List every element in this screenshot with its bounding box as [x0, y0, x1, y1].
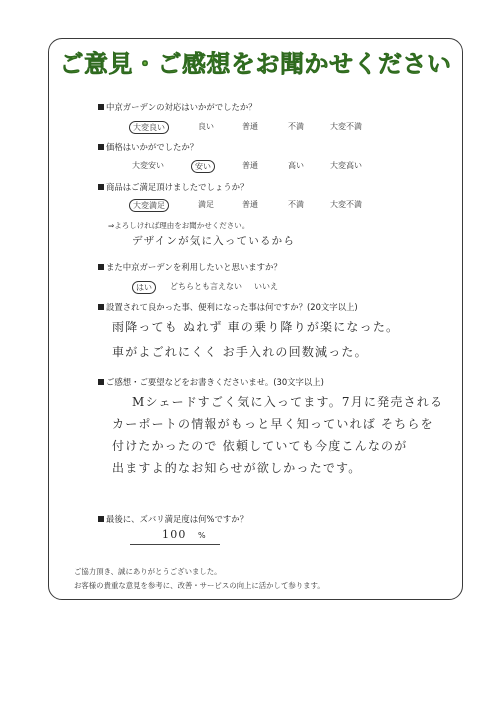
option-q3-4[interactable]: 不満	[288, 200, 304, 209]
question-3-label: 商品はご満足頂けましたでしょうか？	[98, 181, 248, 193]
option-q3-1[interactable]: 大変満足	[129, 199, 169, 212]
option-q1-1[interactable]: 大変良い	[129, 121, 169, 134]
option-q2-3[interactable]: 普通	[242, 161, 258, 170]
footer-thanks: ご協力頂き、誠にありがとうございました。	[74, 567, 222, 576]
option-q1-4[interactable]: 不満	[288, 122, 304, 131]
answer-5-line-2: 車がよごれにくく お手入れの回数減った。	[112, 345, 368, 359]
question-7-label: 最後に、ズバリ満足度は何%ですか？	[98, 513, 248, 525]
answer-6-line-2: カーポートの情報がもっと早く知っていれば そちらを	[112, 417, 434, 431]
question-2-label: 価格はいかがでしたか？	[98, 141, 198, 153]
answer-5-line-1: 雨降っても ぬれず 車の乗り降りが楽になった。	[112, 320, 400, 334]
option-q1-3[interactable]: 普通	[242, 122, 258, 131]
option-q3-3[interactable]: 普通	[242, 200, 258, 209]
option-q4-1[interactable]: はい	[132, 281, 156, 294]
option-q4-3[interactable]: いいえ	[254, 282, 278, 291]
satisfaction-underline	[130, 544, 220, 545]
option-q2-4[interactable]: 高い	[288, 161, 304, 170]
option-q4-2[interactable]: どちらとも言えない	[170, 282, 242, 291]
survey-title: ご意見・ご感想をお聞かせください	[59, 50, 452, 78]
reason-prompt: ⇒よろしければ理由をお聞かせください。	[108, 221, 250, 230]
option-q2-5[interactable]: 大変高い	[330, 161, 362, 170]
bullet-square-icon	[98, 184, 104, 190]
option-q3-5[interactable]: 大変不満	[330, 200, 362, 209]
reason-answer: デザインが気に入っているから	[132, 235, 296, 247]
question-1-label: 中京ガーデンの対応はいかがでしたか？	[98, 101, 257, 113]
satisfaction-value: 100	[162, 528, 187, 541]
answer-6-line-4: 出ますよ的なお知らせが欲しかったです。	[112, 461, 362, 475]
question-5-label: 設置されて良かった事、便利になった事は何ですか？(20文字以上)	[98, 301, 358, 313]
option-q2-1[interactable]: 大変安い	[132, 161, 164, 170]
bullet-square-icon	[98, 379, 104, 385]
bullet-square-icon	[98, 304, 104, 310]
question-6-label: ご感想・ご要望などをお書きくださいませ。(30文字以上)	[98, 376, 324, 388]
bullet-square-icon	[98, 516, 104, 522]
option-q1-5[interactable]: 大変不満	[330, 122, 362, 131]
satisfaction-unit: %	[198, 531, 207, 540]
question-4-label: また中京ガーデンを利用したいと思いますか？	[98, 261, 282, 273]
answer-6-line-1: Mシェードすごく気に入ってます。7月に発売される	[132, 395, 444, 409]
bullet-square-icon	[98, 104, 104, 110]
option-q2-2[interactable]: 安い	[191, 160, 215, 173]
bullet-square-icon	[98, 264, 104, 270]
option-q3-2[interactable]: 満足	[198, 200, 214, 209]
answer-6-line-3: 付けたかったので 依頼していても今度こんなのが	[112, 439, 408, 453]
option-q1-2[interactable]: 良い	[198, 122, 214, 131]
bullet-square-icon	[98, 144, 104, 150]
footer-message: お客様の貴重な意見を参考に、改善・サービスの向上に活かして参ります。	[74, 581, 325, 590]
